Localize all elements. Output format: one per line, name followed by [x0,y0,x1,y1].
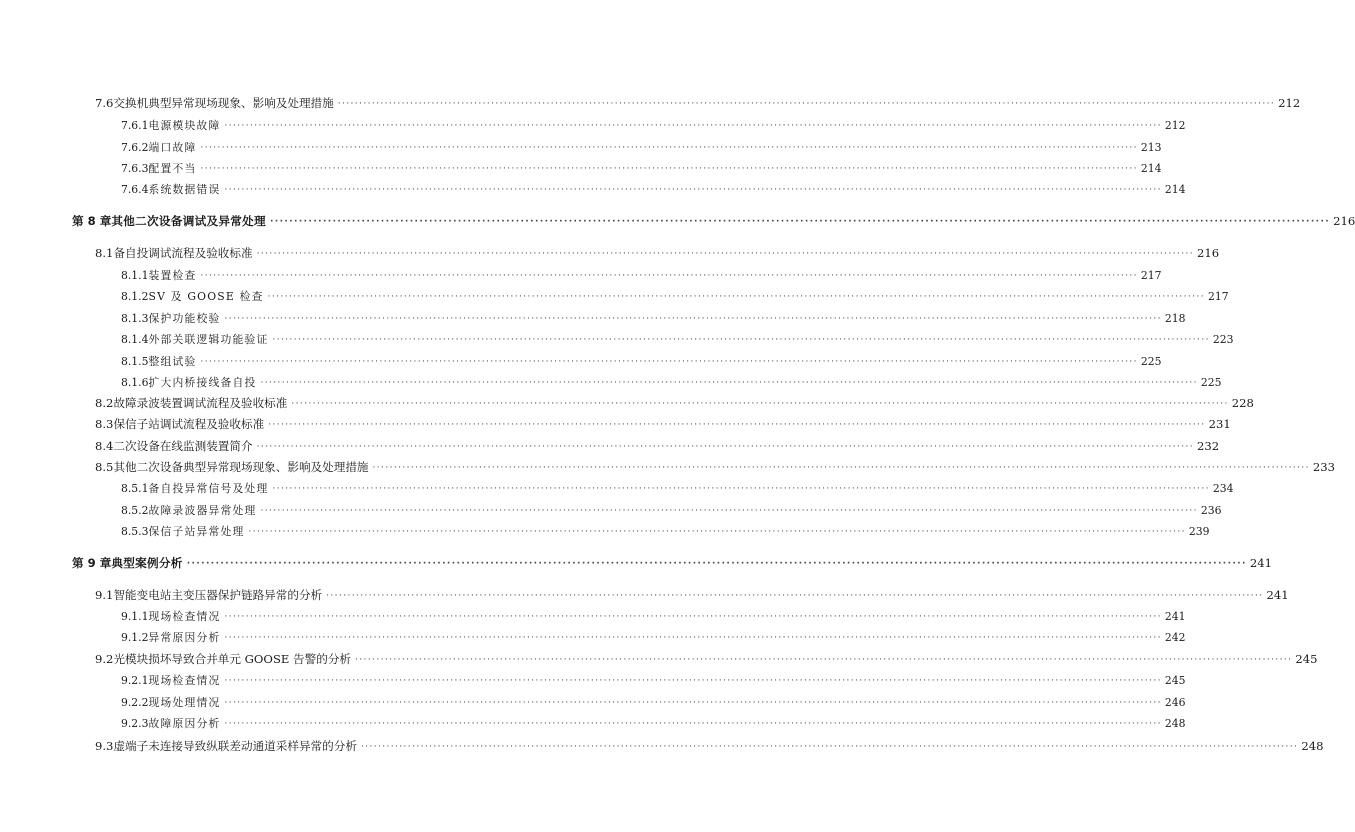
dot-leader: ···························································································································································································································· [224,121,1162,131]
toc-entry-number: 9.2 [95,652,114,666]
toc-entry-number: 7.6.2 [121,140,149,154]
toc-entry-sub[interactable] [0,628,1186,646]
toc-entry-page-number: 242 [1164,630,1186,644]
toc-entry-title: 外部关联逻辑功能验证 [148,332,269,346]
toc-entry-chapter[interactable] [0,212,1355,230]
dot-leader: ···························································································································································································································· [272,484,1210,494]
toc-entry-section[interactable] [0,737,1324,755]
toc-entry-sub[interactable] [0,607,1186,625]
toc-entry-page-number: 233 [1312,460,1336,474]
toc-entry-title: 备自投异常信号及处理 [148,481,269,495]
dot-leader: ···························································································································································································································· [224,633,1162,643]
toc-entry-page-number: 248 [1164,716,1186,730]
toc-entry-title: 异常原因分析 [148,630,221,644]
toc-entry-sub[interactable] [0,693,1186,711]
toc-entry-number: 8.1.3 [121,311,149,325]
toc-entry-title: 系统数据错误 [148,182,221,196]
toc-entry-number: 8.1.4 [121,332,149,346]
dot-leader: ···························································································································································································································· [200,357,1138,367]
dot-leader: ···························································································································································································································· [248,527,1186,537]
toc-entry-number: 7.6.3 [121,161,149,175]
dot-leader: ···························································································································································································································· [326,591,1264,601]
toc-entry-title: SV 及 GOOSE 检查 [148,289,264,303]
dot-leader: ···························································································································································································································· [224,719,1162,729]
toc-entry-page-number: 228 [1231,396,1254,410]
dot-leader: ···························································································································································································································· [224,612,1162,622]
toc-entry-number: 9.1 [95,588,114,602]
dot-leader: ···························································································································································································································· [256,442,1194,452]
toc-entry-page-number: 239 [1188,524,1210,538]
toc-entry-number: 8.5.1 [121,481,149,495]
dot-leader: ···························································································································································································································· [260,506,1198,516]
toc-entry-section[interactable] [0,458,1336,476]
toc-entry-page-number: 245 [1164,673,1186,687]
toc-entry-page-number: 225 [1140,354,1162,368]
toc-entry-page-number: 245 [1295,652,1318,666]
toc-entry-title: 故障录波器异常处理 [148,503,257,517]
toc-entry-sub[interactable] [0,714,1186,732]
dot-leader: ···························································································································································································································· [372,463,1310,473]
toc-entry-title: 备自投调试流程及验收标准 [113,246,253,260]
toc-entry-number: 8.5.3 [121,524,149,538]
toc-entry-number: 9.2.2 [121,695,149,709]
toc-entry-title: 保信子站调试流程及验收标准 [113,417,265,431]
toc-entry-number: 第 8 章 [72,214,112,228]
dot-leader: ···························································································································································································································· [360,742,1299,752]
toc-entry-page-number: 214 [1164,182,1186,196]
toc-entry-page-number: 217 [1140,268,1162,282]
toc-entry-number: 9.1.2 [121,630,149,644]
dot-leader: ···························································································································································································································· [267,292,1205,302]
toc-entry-number: 8.1.2 [121,289,149,303]
toc-entry-sub[interactable] [0,479,1234,497]
toc-entry-title: 交换机典型异常现场现象、影响及处理措施 [113,96,334,110]
toc-entry-number: 8.2 [95,396,114,410]
toc-entry-title: 现场检查情况 [148,673,221,687]
toc-entry-section[interactable] [0,650,1318,668]
toc-entry-number: 8.5 [95,460,114,474]
toc-entry-page-number: 241 [1164,609,1186,623]
toc-entry-title: 光模块损坏导致合并单元 GOOSE 告警的分析 [113,652,352,666]
toc-entry-title: 故障录波装置调试流程及验收标准 [113,396,288,410]
toc-entry-number: 8.1.1 [121,268,149,282]
toc-entry-page-number: 234 [1212,481,1234,495]
toc-entry-page-number: 212 [1164,118,1186,132]
toc-entry-title: 故障原因分析 [148,716,221,730]
toc-entry-number: 第 9 章 [72,556,112,570]
toc-entry-number: 8.3 [95,417,114,431]
toc-entry-page-number: 246 [1164,695,1186,709]
toc-entry-number: 8.1.6 [121,375,149,389]
toc-entry-title: 整组试验 [148,354,197,368]
dot-leader: ···························································································································································································································· [272,335,1210,345]
toc-entry-title: 其他二次设备调试及异常处理 [111,214,266,228]
dot-leader: ···························································································································································································································· [291,399,1229,409]
toc-entry-chapter[interactable] [0,554,1273,572]
toc-entry-section[interactable] [0,415,1231,433]
toc-entry-sub[interactable] [0,266,1162,284]
toc-entry-page-number: 231 [1208,417,1231,431]
toc-entry-page-number: 236 [1200,503,1222,517]
toc-entry-page-number: 248 [1301,739,1324,753]
toc-entry-title: 智能变电站主变压器保护链路异常的分析 [113,588,323,602]
toc-entry-number: 9.2.1 [121,673,149,687]
toc-entry-page-number: 218 [1164,311,1186,325]
dot-leader: ···························································································································································································································· [224,314,1162,324]
toc-entry-page-number: 241 [1249,556,1273,570]
toc-entry-title: 装置检查 [148,268,197,282]
dot-leader: ···························································································································································································································· [224,676,1162,686]
toc-entry-number: 9.2.3 [121,716,149,730]
toc-entry-sub[interactable] [0,287,1229,305]
toc-entry-title: 电源模块故障 [148,118,221,132]
toc-entry-sub[interactable] [0,159,1162,177]
toc-entry-title: 扩大内桥接线备自投 [148,375,257,389]
toc-entry-page-number: 217 [1207,289,1229,303]
toc-entry-title: 现场检查情况 [148,609,221,623]
toc-entry-section[interactable] [0,244,1220,262]
dot-leader: ···························································································································································································································· [186,559,1247,569]
toc-entry-sub[interactable] [0,501,1222,519]
toc-entry-title: 配置不当 [148,161,197,175]
toc-entry-title: 现场处理情况 [148,695,221,709]
toc-entry-page-number: 214 [1140,161,1162,175]
toc-entry-number: 7.6.1 [121,118,149,132]
toc-entry-number: 7.6 [95,96,114,110]
toc-entry-title: 典型案例分析 [111,556,183,570]
toc-entry-title: 保护功能校验 [148,311,221,325]
toc-entry-number: 9.1.1 [121,609,149,623]
toc-entry-page-number: 225 [1200,375,1222,389]
toc-entry-sub[interactable] [0,352,1162,370]
toc-entry-sub[interactable] [0,116,1186,134]
toc-entry-number: 8.1 [95,246,114,260]
toc-entry-sub[interactable] [0,309,1186,327]
toc-entry-page-number: 232 [1196,439,1220,453]
toc-entry-page-number: 216 [1196,246,1220,260]
toc-entry-sub[interactable] [0,180,1186,198]
toc-entry-title: 保信子站异常处理 [148,524,245,538]
dot-leader: ···························································································································································································································· [224,698,1162,708]
toc-entry-sub[interactable] [0,330,1234,348]
toc-entry-page-number: 241 [1266,588,1289,602]
toc-entry-title: 端口故障 [148,140,197,154]
toc-entry-number: 8.1.5 [121,354,149,368]
dot-leader: ···························································································································································································································· [260,378,1198,388]
dot-leader: ···························································································································································································································· [200,164,1138,174]
toc-entry-page-number: 216 [1333,214,1355,228]
toc-entry-section[interactable] [0,394,1254,412]
dot-leader: ···························································································································································································································· [269,217,1331,227]
dot-leader: ···························································································································································································································· [224,185,1162,195]
dot-leader: ···························································································································································································································· [200,271,1138,281]
dot-leader: ···························································································································································································································· [200,143,1138,153]
toc-entry-sub[interactable] [0,522,1210,540]
dot-leader: ···························································································································································································································· [256,249,1194,259]
toc-entry-sub[interactable] [0,138,1162,156]
toc-entry-page-number: 213 [1140,140,1162,154]
toc-entry-page-number: 212 [1278,96,1301,110]
toc-entry-number: 8.4 [95,439,114,453]
toc-entry-section[interactable] [0,437,1220,455]
dot-leader: ···························································································································································································································· [268,420,1206,430]
dot-leader: ···························································································································································································································· [355,655,1293,665]
toc-entry-sub[interactable] [0,373,1222,391]
toc-entry-section[interactable] [0,586,1289,604]
toc-entry-title: 二次设备在线监测装置简介 [113,439,253,453]
toc-entry-title: 其他二次设备典型异常现场现象、影响及处理措施 [113,460,369,474]
toc-entry-number: 9.3 [95,739,114,753]
toc-entry-section[interactable] [0,94,1301,112]
toc-entry-number: 8.5.2 [121,503,149,517]
toc-entry-page-number: 223 [1212,332,1234,346]
toc-entry-number: 7.6.4 [121,182,149,196]
dot-leader: ···························································································································································································································· [337,99,1276,109]
toc-entry-title: 虚端子未连接导致纵联差动通道采样异常的分析 [113,739,357,753]
toc-entry-sub[interactable] [0,671,1186,689]
